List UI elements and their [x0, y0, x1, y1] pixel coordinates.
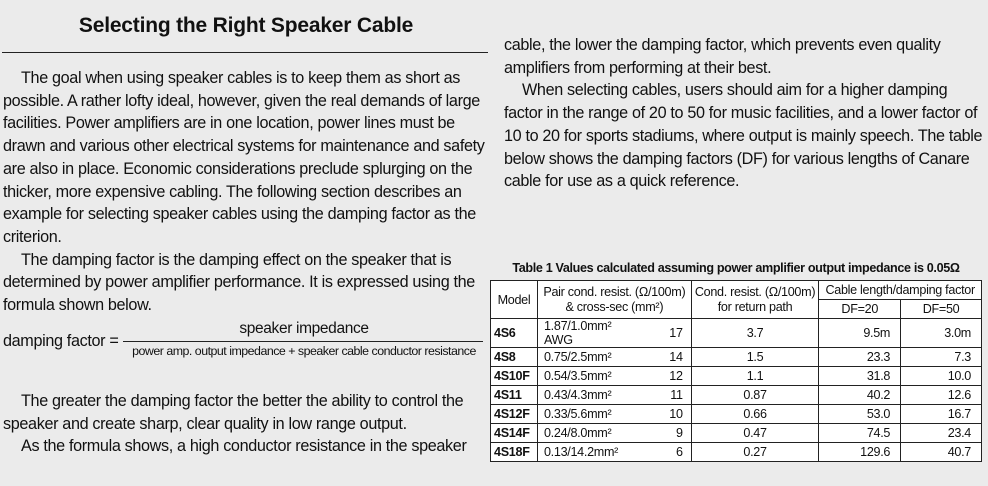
table-row	[491, 405, 982, 424]
formula-numerator: speaker impedance	[239, 320, 369, 337]
df50-cell: 16.7	[901, 405, 982, 424]
title-divider	[2, 52, 488, 53]
awg-cell: 6	[643, 443, 691, 462]
table-row	[491, 386, 982, 405]
df20-cell: 74.5	[819, 424, 901, 443]
header-df50: DF=50	[901, 300, 982, 319]
paragraph: cable, the lower the damping factor, which prevents even quality amplifiers from performing at their best.	[504, 36, 941, 77]
header-pair-resistance: Pair cond. resist. (Ω/100m) & cross-sec (mm²)	[537, 281, 691, 319]
df20-cell: 40.2	[819, 386, 901, 405]
paragraph: The damping factor is the damping effect on the speaker that is determined by power amplifier performance. It is expressed using the formula shown below.	[3, 250, 475, 315]
formula-lhs: damping factor =	[3, 332, 119, 350]
damping-factor-table	[490, 280, 982, 462]
cross-section-cell: 0.43/4.3mm²	[537, 386, 643, 405]
awg-cell: 14	[643, 348, 691, 367]
df20-cell: 53.0	[819, 405, 901, 424]
cross-section-cell: 1.87/1.0mm² AWG	[537, 319, 643, 348]
df50-cell: 23.4	[901, 424, 982, 443]
conductor-resistance-cell: 1.5	[691, 348, 819, 367]
df20-cell: 129.6	[819, 443, 901, 462]
formula-denominator: power amp. output impedance + speaker cable conductor resistance	[132, 344, 476, 358]
paragraph: As the formula shows, a high conductor resistance in the speaker	[21, 437, 467, 456]
header-df20: DF=20	[819, 300, 901, 319]
conductor-resistance-cell: 0.66	[691, 405, 819, 424]
left-column	[3, 67, 487, 317]
conductor-resistance-cell: 3.7	[691, 319, 819, 348]
table-body	[491, 319, 982, 462]
model-cell: 4S10F	[491, 367, 538, 386]
paragraph: The goal when using speaker cables is to keep them as short as possible. A rather lofty ideal, however, given the real demands of large facilities. Power amplifiers are in one location, power lines must be drawn and various other electrical systems for maintenance and safety are also in place. Economic considerations preclude splurging on the thicker, more expensive cabling. The following section describes an example for selecting speaker cables using the damping factor as the criterion.	[3, 69, 485, 246]
table-row	[491, 424, 982, 443]
conductor-resistance-cell: 0.47	[691, 424, 819, 443]
awg-cell: 10	[643, 405, 691, 424]
page-title: Selecting the Right Speaker Cable	[78, 14, 414, 37]
cross-section-cell: 0.75/2.5mm²	[537, 348, 643, 367]
df50-cell: 12.6	[901, 386, 982, 405]
df50-cell: 3.0m	[901, 319, 982, 348]
right-column	[504, 34, 988, 193]
df20-cell: 23.3	[819, 348, 901, 367]
header-model: Model	[491, 281, 538, 319]
fraction-bar	[123, 341, 483, 342]
table-header-row	[491, 281, 982, 300]
paragraph: When selecting cables, users should aim for a higher damping factor in the range of 20 to 50 for music facilities, and a lower factor of 10 to 20 for sports stadiums, where output is mainly speech. The table below shows the damping factors (DF) for various lengths of Canare cable for use as a quick reference.	[504, 81, 983, 191]
table-row	[491, 319, 982, 348]
model-cell: 4S6	[491, 319, 538, 348]
conductor-resistance-cell: 0.27	[691, 443, 819, 462]
cross-section-cell: 0.33/5.6mm²	[537, 405, 643, 424]
awg-cell: 12	[643, 367, 691, 386]
df50-cell: 7.3	[901, 348, 982, 367]
damping-factor-formula	[3, 320, 487, 366]
model-cell: 4S12F	[491, 405, 538, 424]
paragraph: The greater the damping factor the better the ability to control the speaker and create sharp, clear quality in low range output.	[3, 392, 464, 433]
table-row	[491, 443, 982, 462]
left-column-continued	[3, 390, 487, 458]
conductor-resistance-cell: 1.1	[691, 367, 819, 386]
df50-cell: 40.7	[901, 443, 982, 462]
awg-cell: 11	[643, 386, 691, 405]
df20-cell: 31.8	[819, 367, 901, 386]
table-row	[491, 348, 982, 367]
df20-cell: 9.5m	[819, 319, 901, 348]
cross-section-cell: 0.13/14.2mm²	[537, 443, 643, 462]
cross-section-cell: 0.24/8.0mm²	[537, 424, 643, 443]
awg-cell: 9	[643, 424, 691, 443]
model-cell: 4S11	[491, 386, 538, 405]
table-row	[491, 367, 982, 386]
model-cell: 4S18F	[491, 443, 538, 462]
conductor-resistance-cell: 0.87	[691, 386, 819, 405]
model-cell: 4S14F	[491, 424, 538, 443]
df50-cell: 10.0	[901, 367, 982, 386]
cross-section-cell: 0.54/3.5mm²	[537, 367, 643, 386]
awg-cell: 17	[643, 319, 691, 348]
model-cell: 4S8	[491, 348, 538, 367]
header-cable-length: Cable length/damping factor	[819, 281, 982, 300]
header-conductor-resistance: Cond. resist. (Ω/100m) for return path	[691, 281, 819, 319]
table-caption: Table 1 Values calculated assuming power amplifier output impedance is 0.05Ω	[512, 261, 960, 275]
